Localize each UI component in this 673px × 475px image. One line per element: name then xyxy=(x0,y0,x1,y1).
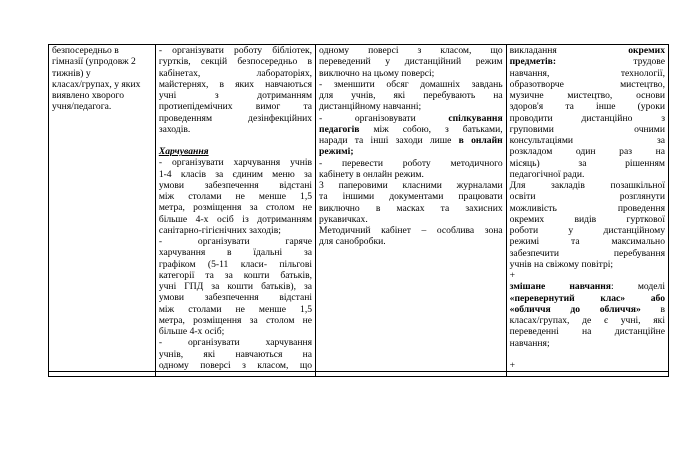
col1-line: виявлено хворого xyxy=(52,90,124,101)
col2b-line: графіком (5-11 класи- пільгові xyxy=(158,258,313,270)
col4-line: класах/групах, де є учні, які xyxy=(509,315,665,326)
col2b-line: метра, розміщення за столом не xyxy=(158,202,313,214)
col2b-line: учнів, які навчаються на xyxy=(158,348,313,360)
col2a-line: протиепідемічних вимог та xyxy=(158,101,313,113)
col2b-line: більше 4-х осіб; xyxy=(158,326,225,337)
col3-line xyxy=(319,124,503,135)
col3-line: кабінету в онлайн режим. xyxy=(319,168,424,180)
plus-sign: + xyxy=(509,270,516,281)
col2b-line: між столами не менше 1,5 xyxy=(158,303,313,315)
col2b-line: - організувати харчування xyxy=(158,337,313,349)
column-3-cell xyxy=(316,45,507,372)
col4-line xyxy=(510,281,665,292)
col2b-line: - організувати гаряче xyxy=(158,236,313,247)
col2-text-b xyxy=(159,157,312,371)
col3-line: - зменшити обсяг домашніх завдань xyxy=(319,78,503,90)
col2a-line: гуртків, секцій безпосередньо в xyxy=(158,56,313,68)
col3-line xyxy=(319,135,503,146)
bold-text-run: предметів: xyxy=(509,56,557,68)
column-2-cell xyxy=(155,45,315,372)
col4-line: навчання, технології, xyxy=(509,67,665,79)
col2b-line: між столами не менше 1,5 xyxy=(158,191,313,202)
col4-line: окремих видів гурткової xyxy=(509,213,665,225)
col2b-line: - організувати харчування учнів xyxy=(158,157,313,169)
plan-table xyxy=(48,44,669,377)
col4-line: роботи у дистанційному xyxy=(509,225,665,236)
col3-line xyxy=(319,113,503,124)
text-run: викладання xyxy=(509,45,629,56)
col4-line: можливість проведення xyxy=(509,202,665,214)
bold-text-run: змішане навчання xyxy=(509,281,611,293)
col4-line: здоров'я та інше (уроки xyxy=(509,101,665,113)
col3-line: для учнів, які перебувають на xyxy=(319,90,503,101)
bold-text-run: педагогів xyxy=(319,123,360,135)
col2b-line: умови забезпечення відстані xyxy=(158,292,313,304)
col2b-line: метра, розміщення за столом не xyxy=(158,314,313,326)
col2b-line: одному поверсі з класом, що xyxy=(158,359,313,371)
col2b-line: більше 4-х осіб із дотриманням xyxy=(158,213,313,225)
column-1-cell xyxy=(49,45,156,372)
col4-line xyxy=(510,56,665,67)
bold-text-run: «обличчя до обличчя» xyxy=(509,303,641,315)
col2b-line: санітарно-гігієнічних заходів; xyxy=(158,224,281,236)
col4-line: «перевернутий клас» або xyxy=(509,292,665,304)
col4-line: образотворче мистецтво, xyxy=(509,78,665,90)
col1-line: гімназії (упродовж 2 xyxy=(52,56,136,68)
col4-line: Для закладів позашкільної xyxy=(509,180,665,191)
col4-line: учнів на свіжому повітрі; xyxy=(509,258,614,270)
col4-line: навчання; xyxy=(509,337,550,349)
col3-line: виключно в масках та захисних xyxy=(319,202,503,214)
col4-line: консультаціями за xyxy=(509,135,665,146)
col3-line: виключно на цьому поверсі; xyxy=(319,67,435,79)
col3-line: дистанційному навчанні; xyxy=(319,101,422,113)
col4-line: режимі та максимально xyxy=(509,236,665,248)
table-row xyxy=(49,45,669,372)
col4-line: переведенні на дистанційне xyxy=(509,326,665,338)
blank-cell xyxy=(506,372,668,377)
col1-line: тижнів) у xyxy=(52,67,91,79)
col3-line: для санобробки. xyxy=(319,236,386,248)
blank-cell xyxy=(155,372,315,377)
col3-line: Методичний кабінет – особлива зона xyxy=(319,225,503,236)
col4-line: груповими очними xyxy=(509,123,665,135)
col2b-line: категорії та за кошти батьків, xyxy=(158,269,313,281)
col4-line xyxy=(510,304,665,315)
col4-line: розкладом один раз на xyxy=(509,146,665,158)
col2b-line: учні ГПД за кошти батьків), за xyxy=(158,281,313,292)
blank-cell xyxy=(316,372,507,377)
col2b-line: 1-4 класів за єдиним меню за xyxy=(158,168,313,180)
col4-line: проводити дистанційно з xyxy=(509,112,665,124)
blank-cell xyxy=(49,372,156,377)
col1-line: класах/групах, у яких xyxy=(52,78,141,90)
col4-line: освіти розглянути xyxy=(509,191,665,203)
col3-line: переведений у дистанційний режим xyxy=(319,56,503,68)
bold-text-run: в онлайн xyxy=(458,135,503,146)
col4-line: забезпечити перебування xyxy=(509,247,665,259)
col3-line: та іншими документами працювати xyxy=(319,191,503,203)
table-row xyxy=(49,372,669,377)
text-run: між собою, з батьками, xyxy=(359,123,503,135)
text-run: трудове xyxy=(556,56,665,68)
text-run: наради та інші заходи лише xyxy=(319,135,459,146)
col3-line: - перевести роботу методичного xyxy=(319,157,503,169)
col3-line: 3 паперовими класними журналами xyxy=(319,180,503,191)
col4-line: музичне мистецтво, основи xyxy=(509,90,665,101)
col4-line: місяць) за рішенням xyxy=(509,157,665,169)
col2b-line: харчування в їдальні за xyxy=(158,247,313,259)
bold-text-run: спілкування xyxy=(448,112,503,124)
col1-line: учня/педагога. xyxy=(52,101,112,113)
section-heading-catering: Харчування xyxy=(158,146,209,157)
col2a-line: проведенням дезінфекційних xyxy=(158,112,313,124)
col4-line: педагогічної ради. xyxy=(509,168,585,180)
plus-sign: + xyxy=(509,359,516,371)
col2a-line: майстернях, в яких навчаються xyxy=(158,78,313,90)
col1-text xyxy=(52,45,152,113)
bold-text-run: окремих xyxy=(628,45,665,56)
col2a-line: заходів. xyxy=(158,123,191,135)
col2a-line: учні з дотриманням xyxy=(158,90,313,101)
col2a-line: кабінетах, лабораторіях, xyxy=(158,67,313,79)
text-run: в xyxy=(640,303,666,315)
col3-line: рукавичках. xyxy=(319,213,368,225)
col2-text-a xyxy=(159,45,312,135)
col1-line: безпосередньо в xyxy=(52,45,119,56)
text-run: : моделі xyxy=(611,281,666,293)
col4-line xyxy=(510,45,665,56)
column-4-cell xyxy=(506,45,668,372)
text-run: - організовувати xyxy=(319,112,449,124)
col2a-line: - організувати роботу бібліотек, xyxy=(158,45,313,56)
col2b-line: умови забезпечення відстані xyxy=(158,179,313,191)
col3-line: одному поверсі з класом, що xyxy=(319,45,503,56)
col3-line: режимі; xyxy=(319,146,354,158)
